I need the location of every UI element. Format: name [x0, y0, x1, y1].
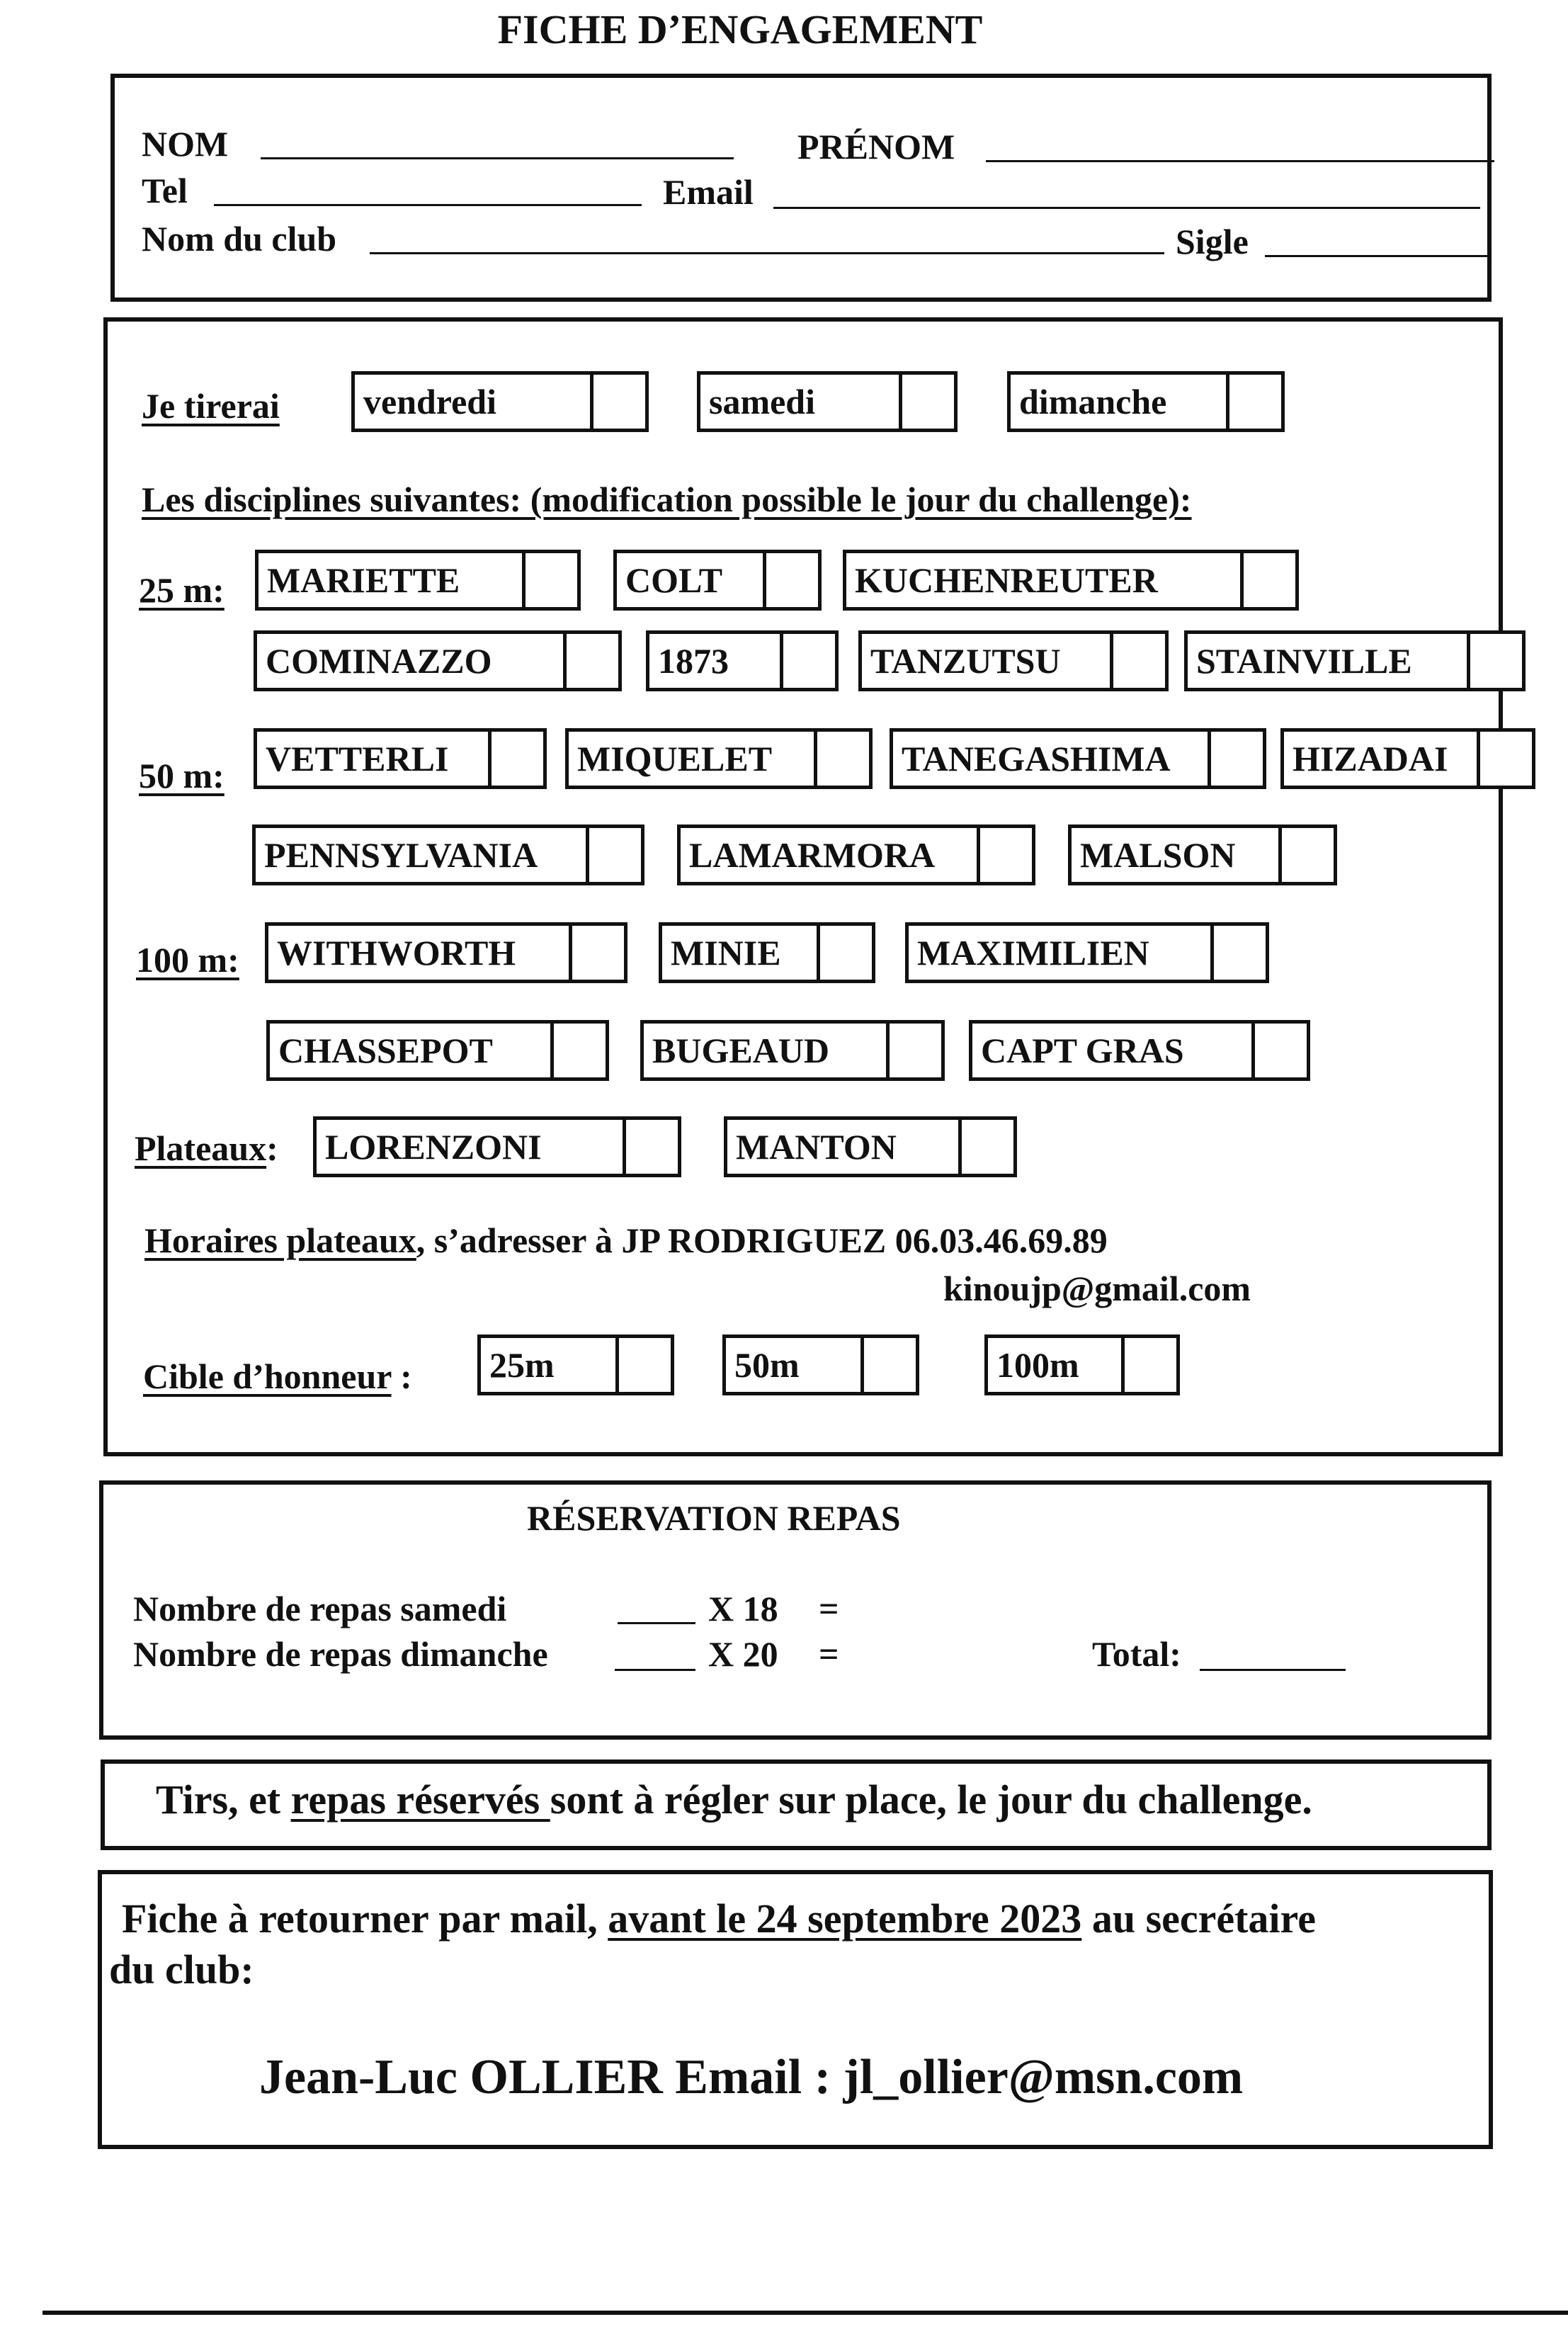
- discipline-checkbox-capt-gras[interactable]: [1251, 1024, 1307, 1077]
- discipline-checkbox-tanegashima[interactable]: [1208, 732, 1263, 786]
- discipline-label: MALSON: [1080, 835, 1236, 875]
- day-option-vendredi: [351, 371, 649, 432]
- discipline-checkbox-chassepot[interactable]: [550, 1024, 606, 1077]
- day-option-label: dimanche: [1019, 382, 1167, 421]
- discipline-1873: [646, 630, 839, 691]
- discipline-label: MARIETTE: [267, 560, 460, 600]
- repas-samedi-equals: =: [819, 1589, 839, 1628]
- discipline-tanegashima: [890, 728, 1266, 789]
- discipline-checkbox-malson[interactable]: [1278, 828, 1334, 882]
- discipline-checkbox-bugeaud[interactable]: [886, 1024, 941, 1077]
- discipline-malson: [1068, 824, 1337, 885]
- day-option-label: vendredi: [363, 382, 496, 421]
- email-field[interactable]: [773, 207, 1480, 209]
- plateaux-colon: :: [266, 1128, 278, 1168]
- discipline-label: LAMARMORA: [689, 835, 936, 875]
- retour-line2: du club:: [109, 1946, 254, 1993]
- discipline-label: 1873: [658, 641, 729, 681]
- discipline-label: COLT: [625, 560, 723, 600]
- discipline-label: CAPT GRAS: [981, 1031, 1184, 1070]
- discipline-maximilien: [905, 922, 1269, 983]
- reglement-text: [156, 1776, 1312, 1823]
- discipline-bugeaud: [640, 1020, 945, 1081]
- discipline-vetterli: [254, 728, 547, 789]
- cible-checkbox-25m[interactable]: [615, 1338, 671, 1392]
- discipline-checkbox-pennsylvania[interactable]: [586, 828, 641, 882]
- prenom-field[interactable]: [986, 160, 1494, 162]
- tel-label: Tel: [142, 171, 188, 210]
- nom-field[interactable]: [261, 157, 734, 159]
- repas-total-field[interactable]: [1200, 1669, 1346, 1671]
- club-field[interactable]: [370, 252, 1164, 254]
- prenom-label: PRÉNOM: [797, 127, 955, 166]
- discipline-checkbox-hizadai[interactable]: [1477, 732, 1532, 786]
- cible-checkbox-100m[interactable]: [1121, 1338, 1176, 1392]
- cible-option-label: 100m: [996, 1345, 1079, 1385]
- discipline-colt: [613, 550, 822, 611]
- discipline-checkbox-kuchenreuter[interactable]: [1240, 553, 1295, 607]
- discipline-checkbox-lorenzoni[interactable]: [623, 1120, 678, 1174]
- discipline-label: MANTON: [736, 1127, 897, 1167]
- discipline-kuchenreuter: [843, 550, 1299, 611]
- discipline-label: PENNSYLVANIA: [264, 835, 538, 875]
- discipline-label: CHASSEPOT: [278, 1031, 493, 1070]
- reglement-part1: Tirs, et: [156, 1776, 291, 1823]
- horaires-line: [144, 1220, 1108, 1260]
- discipline-checkbox-tanzutsu[interactable]: [1110, 634, 1165, 688]
- discipline-hizadai: [1280, 728, 1535, 789]
- discipline-mariette: [255, 550, 581, 611]
- discipline-label: TANZUTSU: [870, 641, 1061, 681]
- repas-title: RÉSERVATION REPAS: [527, 1498, 901, 1538]
- plateaux-label-text: Plateaux: [135, 1128, 267, 1168]
- discipline-cominazzo: [254, 630, 622, 691]
- discipline-checkbox-vetterli[interactable]: [488, 732, 543, 786]
- repas-dimanche-field[interactable]: [615, 1669, 695, 1671]
- repas-dimanche-label: Nombre de repas dimanche: [133, 1634, 548, 1674]
- tel-field[interactable]: [214, 204, 642, 206]
- cible-option-100m: [984, 1334, 1180, 1395]
- email-label: Email: [663, 172, 754, 212]
- discipline-checkbox-manton[interactable]: [958, 1120, 1013, 1174]
- label-100m: 100 m:: [136, 940, 239, 980]
- cible-option-label: 25m: [489, 1345, 555, 1385]
- discipline-label: STAINVILLE: [1196, 641, 1412, 681]
- day-checkbox-samedi[interactable]: [899, 375, 954, 429]
- discipline-capt-gras: [969, 1020, 1310, 1081]
- nom-label: NOM: [142, 124, 229, 164]
- discipline-label: MINIE: [671, 933, 781, 973]
- day-checkbox-vendredi[interactable]: [590, 375, 645, 429]
- discipline-withworth: [265, 922, 627, 983]
- discipline-label: VETTERLI: [266, 739, 449, 778]
- discipline-checkbox-colt[interactable]: [763, 553, 818, 607]
- discipline-label: BUGEAUD: [652, 1031, 830, 1070]
- discipline-checkbox-1873[interactable]: [780, 634, 835, 688]
- repas-samedi-price: X 18: [708, 1589, 778, 1628]
- cible-option-25m: [477, 1334, 674, 1395]
- plateaux-lorenzoni: [313, 1116, 681, 1177]
- day-option-samedi: [697, 371, 958, 432]
- discipline-checkbox-stainville[interactable]: [1467, 634, 1522, 688]
- day-option-label: samedi: [709, 382, 815, 421]
- repas-dimanche-price: X 20: [708, 1634, 778, 1674]
- discipline-label: MAXIMILIEN: [917, 933, 1149, 973]
- discipline-checkbox-mariette[interactable]: [522, 553, 577, 607]
- label-50m: 50 m:: [139, 756, 225, 795]
- discipline-checkbox-cominazzo[interactable]: [563, 634, 618, 688]
- repas-dimanche-equals: =: [819, 1634, 839, 1674]
- discipline-checkbox-minie[interactable]: [817, 926, 872, 980]
- day-option-dimanche: [1007, 371, 1285, 432]
- cible-option-50m: [722, 1334, 919, 1395]
- reglement-part2: repas réservés: [290, 1776, 550, 1823]
- discipline-checkbox-withworth[interactable]: [569, 926, 624, 980]
- discipline-label: HIZADAI: [1293, 739, 1448, 778]
- discipline-label: COMINAZZO: [266, 641, 492, 681]
- cible-label: Cible d’honneur: [143, 1356, 392, 1396]
- sigle-field[interactable]: [1265, 255, 1489, 257]
- retour-part2: avant le 24 septembre 2023: [608, 1896, 1082, 1942]
- discipline-miquelet: [565, 728, 873, 789]
- horaires-text: , s’adresser à JP RODRIGUEZ 06.03.46.69.89: [416, 1220, 1108, 1260]
- discipline-label: LORENZONI: [325, 1127, 542, 1167]
- retour-part3: au secrétaire: [1081, 1896, 1316, 1942]
- plateaux-manton: [724, 1116, 1017, 1177]
- repas-samedi-field[interactable]: [618, 1622, 695, 1624]
- retour-line1: [122, 1896, 1316, 1942]
- discipline-tanzutsu: [858, 630, 1169, 691]
- repas-samedi-label: Nombre de repas samedi: [133, 1589, 507, 1628]
- horaires-label: Horaires plateaux: [144, 1220, 416, 1260]
- plateaux-label: [135, 1130, 278, 1166]
- cible-checkbox-50m[interactable]: [860, 1338, 916, 1392]
- repas-total-label: Total:: [1092, 1634, 1181, 1674]
- cible-option-label: 50m: [734, 1345, 800, 1385]
- identity-panel: [110, 74, 1492, 302]
- club-label: Nom du club: [142, 219, 337, 259]
- discipline-checkbox-lamarmora[interactable]: [977, 828, 1032, 882]
- discipline-chassepot: [266, 1020, 609, 1081]
- retour-contact: Jean-Luc OLLIER Email : jl_ollier@msn.com: [259, 2050, 1244, 2104]
- page-title: FICHE D’ENGAGEMENT: [497, 6, 983, 52]
- horaires-email: kinoujp@gmail.com: [943, 1269, 1251, 1308]
- cible-line: [143, 1356, 412, 1396]
- day-checkbox-dimanche[interactable]: [1226, 375, 1281, 429]
- discipline-label: MIQUELET: [577, 739, 773, 778]
- discipline-label: TANEGASHIMA: [902, 739, 1171, 778]
- reglement-part3: sont à régler sur place, le jour du challenge.: [550, 1776, 1312, 1823]
- discipline-label: WITHWORTH: [277, 933, 516, 973]
- label-25m: 25 m:: [139, 570, 225, 610]
- days-label: Je tirerai: [142, 386, 280, 426]
- retour-part1: Fiche à retourner par mail,: [122, 1896, 608, 1942]
- discipline-checkbox-miquelet[interactable]: [814, 732, 869, 786]
- discipline-checkbox-maximilien[interactable]: [1210, 926, 1266, 980]
- discipline-label: KUCHENREUTER: [855, 560, 1158, 600]
- disciplines-heading: Les disciplines suivantes: (modification possible le jour du challenge):: [142, 480, 1192, 519]
- sigle-label: Sigle: [1176, 222, 1249, 261]
- discipline-pennsylvania: [252, 824, 644, 885]
- discipline-stainville: [1184, 630, 1526, 691]
- cible-colon: :: [391, 1356, 412, 1396]
- discipline-minie: [659, 922, 875, 983]
- scan-edge-line: [42, 2311, 1568, 2315]
- discipline-lamarmora: [677, 824, 1035, 885]
